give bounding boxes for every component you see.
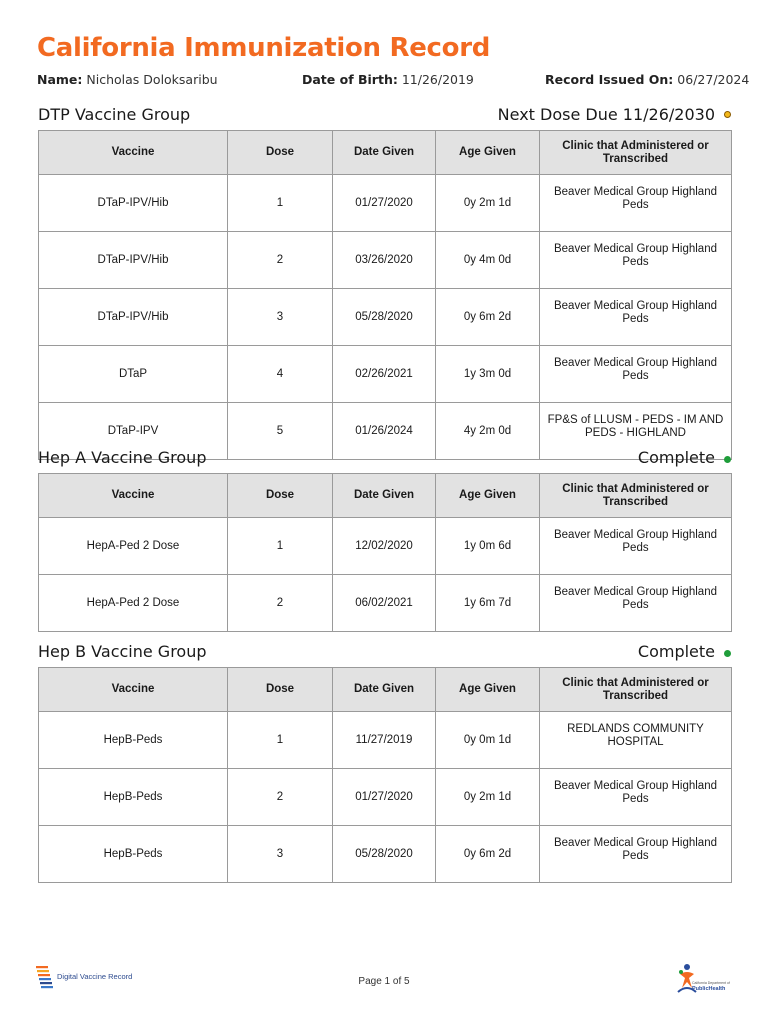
hepa-vaccine-table — [38, 473, 732, 632]
vaccine-cell: HepA-Ped 2 Dose — [39, 518, 228, 575]
table-row — [39, 232, 732, 289]
vaccine-header: Vaccine — [39, 474, 228, 518]
age-given-cell: 0y 6m 2d — [436, 289, 540, 346]
age-given-header: Age Given — [436, 131, 540, 175]
age-given-cell: 1y 0m 6d — [436, 518, 540, 575]
cdph-logo-text: PublicHealth — [692, 986, 726, 992]
complete-status-icon — [724, 456, 731, 463]
clinic-cell: REDLANDS COMMUNITY HOSPITAL — [540, 712, 732, 769]
date-given-cell: 12/02/2020 — [333, 518, 436, 575]
dose-cell: 4 — [228, 346, 333, 403]
group-title: Hep A Vaccine Group — [38, 448, 207, 467]
vaccine-cell: HepB-Peds — [39, 826, 228, 883]
age-given-cell: 0y 4m 0d — [436, 232, 540, 289]
table-row — [39, 826, 732, 883]
clinic-cell: Beaver Medical Group Highland Peds — [540, 232, 732, 289]
clinic-cell: Beaver Medical Group Highland Peds — [540, 175, 732, 232]
date-given-header: Date Given — [333, 474, 436, 518]
age-given-cell: 1y 6m 7d — [436, 575, 540, 632]
clinic-cell: Beaver Medical Group Highland Peds — [540, 289, 732, 346]
dose-header: Dose — [228, 131, 333, 175]
cdph-figure-icon — [676, 962, 698, 998]
clinic-header: Clinic that Administered or Transcribed — [540, 131, 732, 175]
dob-label: Date of Birth: — [302, 72, 398, 87]
vaccine-cell: DTaP-IPV/Hib — [39, 175, 228, 232]
dob-value: 11/26/2019 — [401, 72, 474, 87]
age-given-header: Age Given — [436, 668, 540, 712]
date-given-cell: 05/28/2020 — [333, 289, 436, 346]
table-header-row — [39, 668, 732, 712]
date-given-cell: 01/27/2020 — [333, 769, 436, 826]
dose-cell: 5 — [228, 403, 333, 460]
date-given-cell: 11/27/2019 — [333, 712, 436, 769]
date-given-cell: 06/02/2021 — [333, 575, 436, 632]
vaccine-cell: HepB-Peds — [39, 712, 228, 769]
age-given-cell: 0y 2m 1d — [436, 769, 540, 826]
group-status: Complete — [637, 642, 715, 661]
vaccine-cell: DTaP-IPV/Hib — [39, 289, 228, 346]
table-header-row — [39, 131, 732, 175]
complete-status-icon — [724, 650, 731, 657]
dtp-vaccine-table — [38, 130, 732, 460]
vaccine-cell: DTaP-IPV — [39, 403, 228, 460]
group-status: Next Dose Due 11/26/2030 — [497, 105, 715, 124]
page-title: California Immunization Record — [37, 33, 491, 63]
clinic-cell: Beaver Medical Group Highland Peds — [540, 769, 732, 826]
date-given-cell: 01/27/2020 — [333, 175, 436, 232]
age-given-cell: 0y 6m 2d — [436, 826, 540, 883]
group-header-dtp — [38, 105, 731, 127]
issued-value: 06/27/2024 — [677, 72, 750, 87]
age-given-header: Age Given — [436, 474, 540, 518]
clinic-cell: Beaver Medical Group Highland Peds — [540, 826, 732, 883]
group-header-hepa — [38, 448, 731, 470]
hepb-vaccine-table — [38, 667, 732, 883]
dose-cell: 2 — [228, 575, 333, 632]
clinic-cell: Beaver Medical Group Highland Peds — [540, 346, 732, 403]
dose-cell: 2 — [228, 769, 333, 826]
table-row — [39, 518, 732, 575]
group-title: DTP Vaccine Group — [38, 105, 191, 124]
date-given-header: Date Given — [333, 131, 436, 175]
cdph-logo-small-text: California Department of — [692, 981, 730, 985]
date-given-cell: 03/26/2020 — [333, 232, 436, 289]
age-given-cell: 0y 2m 1d — [436, 175, 540, 232]
date-given-cell: 05/28/2020 — [333, 826, 436, 883]
table-row — [39, 289, 732, 346]
clinic-header: Clinic that Administered or Transcribed — [540, 474, 732, 518]
group-header-hepb — [38, 642, 731, 664]
table-row — [39, 712, 732, 769]
vaccine-cell: HepA-Ped 2 Dose — [39, 575, 228, 632]
issued-label: Record Issued On: — [545, 72, 674, 87]
due-status-icon — [724, 111, 731, 118]
dose-cell: 1 — [228, 175, 333, 232]
date-given-cell: 01/26/2024 — [333, 403, 436, 460]
clinic-cell: Beaver Medical Group Highland Peds — [540, 575, 732, 632]
table-row — [39, 346, 732, 403]
age-given-cell: 4y 2m 0d — [436, 403, 540, 460]
table-row — [39, 575, 732, 632]
dose-header: Dose — [228, 474, 333, 518]
vaccine-header: Vaccine — [39, 668, 228, 712]
record-issued — [545, 72, 749, 87]
dose-cell: 1 — [228, 518, 333, 575]
table-header-row — [39, 474, 732, 518]
patient-name — [37, 72, 218, 87]
name-value: Nicholas Doloksaribu — [86, 72, 218, 87]
table-row — [39, 175, 732, 232]
dose-cell: 3 — [228, 289, 333, 346]
age-given-cell: 0y 0m 1d — [436, 712, 540, 769]
page-number: Page 1 of 5 — [358, 976, 410, 987]
clinic-cell: Beaver Medical Group Highland Peds — [540, 518, 732, 575]
date-given-header: Date Given — [333, 668, 436, 712]
clinic-cell: FP&S of LLUSM - PEDS - IM AND PEDS - HIGHLAND — [540, 403, 732, 460]
vaccine-header: Vaccine — [39, 131, 228, 175]
date-given-cell: 02/26/2021 — [333, 346, 436, 403]
name-label: Name: — [37, 72, 83, 87]
vaccine-cell: HepB-Peds — [39, 769, 228, 826]
dose-cell: 2 — [228, 232, 333, 289]
age-given-cell: 1y 3m 0d — [436, 346, 540, 403]
dvr-logo-text: Digital Vaccine Record — [57, 972, 133, 981]
clinic-header: Clinic that Administered or Transcribed — [540, 668, 732, 712]
group-status: Complete — [637, 448, 715, 467]
date-of-birth — [302, 72, 474, 87]
dose-cell: 1 — [228, 712, 333, 769]
cdph-logo — [676, 962, 736, 1002]
vaccine-cell: DTaP-IPV/Hib — [39, 232, 228, 289]
vaccine-cell: DTaP — [39, 346, 228, 403]
dose-header: Dose — [228, 668, 333, 712]
group-title: Hep B Vaccine Group — [38, 642, 207, 661]
table-row — [39, 769, 732, 826]
dose-cell: 3 — [228, 826, 333, 883]
